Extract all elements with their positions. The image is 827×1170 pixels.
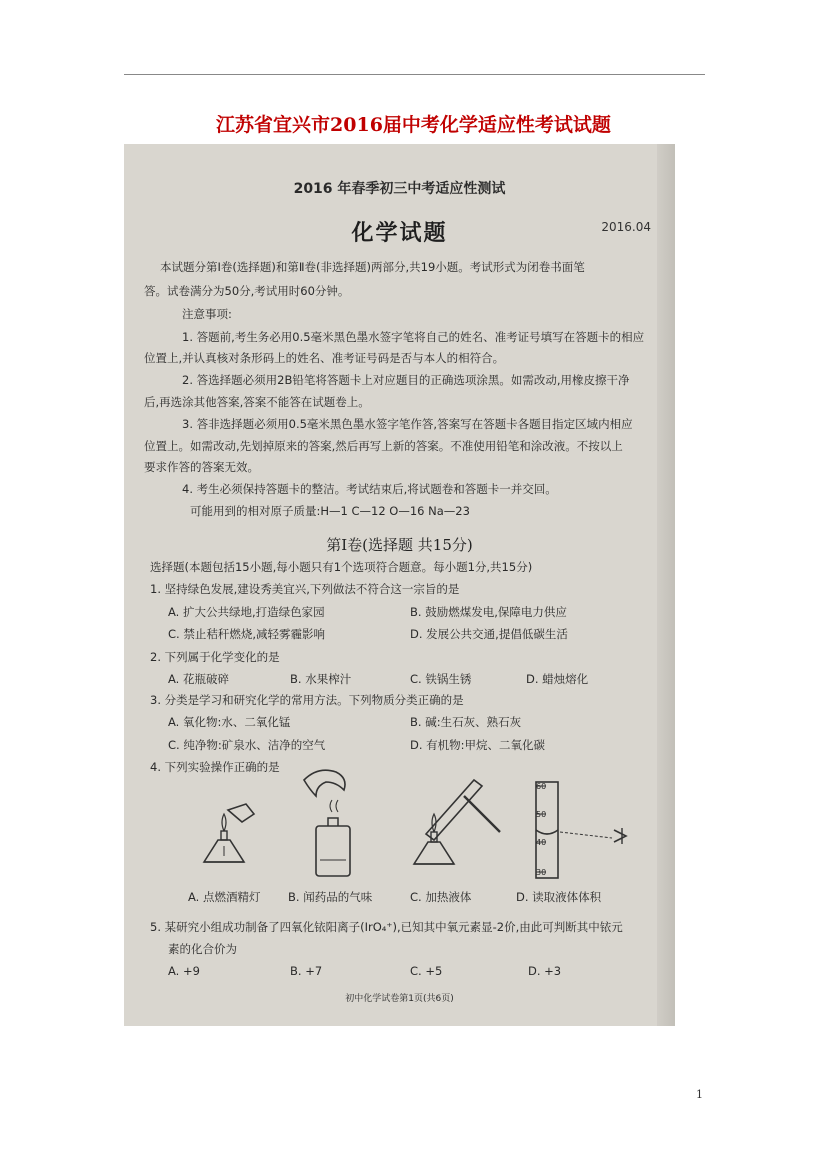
note-line: 位置上,并认真核对条形码上的姓名、准考证号码是否与本人的相符合。	[144, 351, 505, 365]
question-option: A. 花瓶破碎	[168, 672, 229, 686]
question-option: C. 铁锅生锈	[410, 672, 472, 686]
question-option: C. 纯净物:矿泉水、洁净的空气	[168, 738, 326, 752]
question-option: A. 扩大公共绿地,打造绿色家园	[168, 605, 325, 619]
question-option: D. 蜡烛熔化	[526, 672, 589, 686]
question-stem: 1. 坚持绿色发展,建设秀美宜兴,下列做法不符合这一宗旨的是	[150, 582, 460, 596]
question-option: C. 禁止秸秆燃烧,减轻雾霾影响	[168, 627, 325, 641]
question-option: A. 氧化物:水、二氧化锰	[168, 715, 291, 729]
note-line: 4. 考生必须保持答题卡的整洁。考试结束后,将试题卷和答题卡一并交回。	[182, 482, 557, 496]
question-option: D. +3	[528, 964, 562, 978]
page-edge-shadow	[657, 144, 675, 1026]
section-title: 第Ⅰ卷(选择题 共15分)	[326, 536, 473, 554]
section-instructions: 选择题(本题包括15小题,每小题只有1个选项符合题意。每小题1分,共15分)	[150, 560, 533, 574]
note-line: 位置上。如需改动,先划掉原来的答案,然后再写上新的答案。不准使用铅笔和涂改液。不按以上	[144, 439, 623, 453]
intro-line: 本试题分第Ⅰ卷(选择题)和第Ⅱ卷(非选择题)两部分,共19小题。考试形式为闭卷书面笔	[160, 260, 585, 274]
header-rule	[124, 74, 705, 75]
alcohol-lamp-lighting-illustration	[194, 804, 264, 884]
exam-title: 2016 年春季初三中考适应性测试	[293, 181, 506, 197]
question-option: B. 鼓励燃煤发电,保障电力供应	[410, 605, 567, 619]
exam-footer: 初中化学试卷第1页(共6页)	[345, 994, 454, 1004]
notes-label: 注意事项:	[182, 307, 232, 321]
question-option: B. +7	[290, 964, 323, 978]
document-title: 江苏省宜兴市2016届中考化学适应性考试试题	[216, 114, 611, 136]
note-line: 3. 答非选择题必须用0.5毫米黑色墨水签字笔作答,答案写在答题卡各题目指定区域内相应	[182, 417, 633, 431]
question-stem: 4. 下列实验操作正确的是	[150, 760, 280, 774]
question-stem: 2. 下列属于化学变化的是	[150, 650, 280, 664]
question-option: D. 发展公共交通,提倡低碳生活	[410, 627, 568, 641]
exam-date: 2016.04	[601, 220, 651, 234]
question-stem: 5. 某研究小组成功制备了四氧化铱阳离子(IrO₄⁺),已知其中氧元素显-2价,由此可判断其中铱元	[150, 920, 623, 934]
note-line: 2. 答选择题必须用2B铅笔将答题卡上对应题目的正确选项涂黑。如需改动,用橡皮擦干净	[182, 373, 630, 387]
question-option: C. 加热液体	[410, 890, 472, 904]
exam-heading: 化学试题	[351, 220, 448, 246]
page-number: 1	[696, 1088, 703, 1101]
question-option: B. 碱:生石灰、熟石灰	[410, 715, 522, 729]
question-option: D. 有机物:甲烷、二氧化碳	[410, 738, 546, 752]
measuring-cylinder-illustration	[526, 780, 636, 880]
question-option: A. 点燃酒精灯	[188, 890, 261, 904]
question-stem: 3. 分类是学习和研究化学的常用方法。下列物质分类正确的是	[150, 693, 464, 707]
intro-line: 答。试卷满分为50分,考试用时60分钟。	[144, 284, 350, 298]
question-option: B. 闻药品的气味	[288, 890, 373, 904]
cylinder-tick-label: 60	[536, 782, 547, 791]
cylinder-tick-label: 30	[536, 868, 547, 877]
exam-page-photo	[124, 144, 675, 1026]
question-option: D. 读取液体体积	[516, 890, 602, 904]
heating-liquid-illustration	[404, 774, 514, 886]
cylinder-tick-label: 40	[536, 838, 547, 847]
question-option: B. 水果榨汁	[290, 672, 352, 686]
note-line: 后,再选涂其他答案,答案不能答在试题卷上。	[144, 395, 370, 409]
note-line: 1. 答题前,考生务必用0.5毫米黑色墨水签字笔将自己的姓名、准考证号填写在答题卡的相应	[182, 330, 645, 344]
smelling-chemical-illustration	[296, 760, 366, 884]
question-stem-continuation: 素的化合价为	[168, 942, 237, 956]
question-option: A. +9	[168, 964, 200, 978]
atomic-masses: 可能用到的相对原子质量:H—1 C—12 O—16 Na—23	[190, 504, 470, 518]
cylinder-tick-label: 50	[536, 810, 547, 819]
question-option: C. +5	[410, 964, 443, 978]
note-line: 要求作答的答案无效。	[144, 460, 259, 474]
